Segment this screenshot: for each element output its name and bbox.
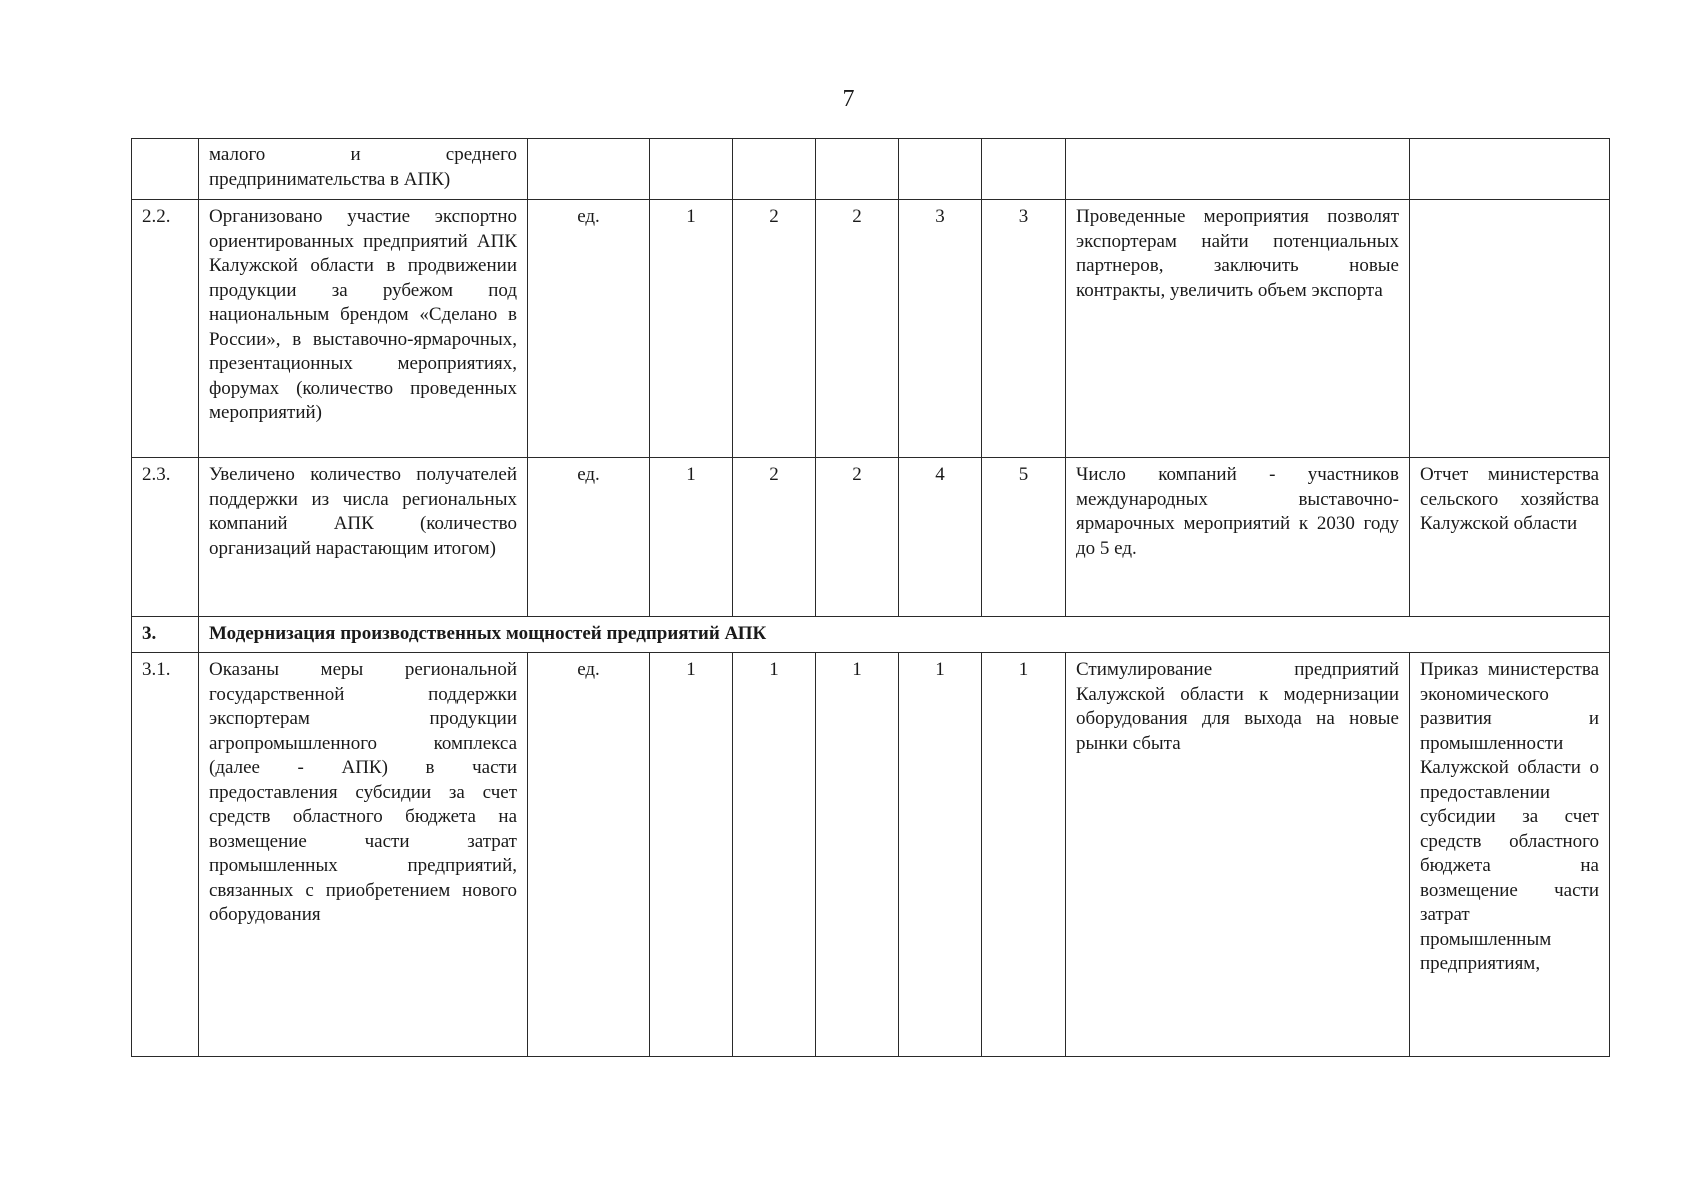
value-cell: 1 [650, 653, 733, 1057]
value-cell: 4 [899, 458, 982, 617]
value-cell: 3 [899, 200, 982, 458]
result-cell: Число компаний - участников международных выставочно-ярмарочных мероприятий к 2030 году до 5 ед. [1066, 458, 1410, 617]
num-cell [132, 139, 199, 200]
table-row-continuation [132, 139, 1610, 200]
row-number: 2.3. [132, 458, 199, 617]
table-row [132, 653, 1610, 1057]
value-cell: 2 [816, 458, 899, 617]
description-cell [199, 139, 528, 200]
row-number: 2.2. [132, 200, 199, 458]
description-cell: Увеличено количество получателей поддержки из числа региональных компаний АПК (количество организаций нарастающим итогом) [199, 458, 528, 617]
result-cell [1066, 139, 1410, 200]
source-cell: Отчет министерства сельского хозяйства Калужской области [1410, 458, 1610, 617]
value-cell: 5 [982, 458, 1066, 617]
value-cell: 2 [816, 200, 899, 458]
unit-cell [528, 139, 650, 200]
source-cell [1410, 139, 1610, 200]
indicators-table [131, 138, 1610, 1057]
word: малого [209, 144, 266, 165]
word: и [350, 144, 361, 165]
table-row [132, 200, 1610, 458]
table-row [132, 458, 1610, 617]
value-cell [982, 139, 1066, 200]
value-cell [733, 139, 816, 200]
source-cell [1410, 200, 1610, 458]
row-number: 3.1. [132, 653, 199, 1057]
value-cell: 3 [982, 200, 1066, 458]
value-cell: 1 [733, 653, 816, 1057]
source-cell: Приказ министерства экономического развития и промышленности Калужской области о предоставлении субсидии за счет средств областного бюджета на возмещение части затрат промышленным предприятиям, [1410, 653, 1610, 1057]
result-cell: Проведенные мероприятия позволят экспортерам найти потенциальных партнеров, заключить новые контракты, увеличить объем экспорта [1066, 200, 1410, 458]
value-cell: 1 [650, 200, 733, 458]
value-cell: 1 [982, 653, 1066, 1057]
value-cell: 1 [650, 458, 733, 617]
result-cell: Стимулирование предприятий Калужской области к модернизации оборудования для выхода на новые рынки сбыта [1066, 653, 1410, 1057]
word: среднего [445, 144, 517, 165]
page-number: 7 [842, 86, 855, 112]
description-line: предпринимательства в АПК) [209, 168, 451, 190]
description-cell: Оказаны меры региональной государственной поддержки экспортерам продукции агропромышленного комплекса (далее - АПК) в части предоставления субсидии за счет средств областного бюджета на возмещение части затрат промышленных предприятий, связанных с приобретением нового оборудования [199, 653, 528, 1057]
section-title: Модернизация производственных мощностей предприятий АПК [199, 617, 1610, 653]
value-cell: 2 [733, 458, 816, 617]
value-cell: 1 [899, 653, 982, 1057]
value-cell: 1 [816, 653, 899, 1057]
unit-cell: ед. [528, 653, 650, 1057]
description-cell: Организовано участие экспортно ориентированных предприятий АПК Калужской области в продвижении продукции за рубежом под национальным брендом «Сделано в России», в выставочно-ярмарочных, презентационных мероприятиях, форумах (количество проведенных мероприятий) [199, 200, 528, 458]
unit-cell: ед. [528, 200, 650, 458]
section-number: 3. [132, 617, 199, 653]
value-cell [650, 139, 733, 200]
value-cell [816, 139, 899, 200]
value-cell [899, 139, 982, 200]
section-row [132, 617, 1610, 653]
value-cell: 2 [733, 200, 816, 458]
unit-cell: ед. [528, 458, 650, 617]
